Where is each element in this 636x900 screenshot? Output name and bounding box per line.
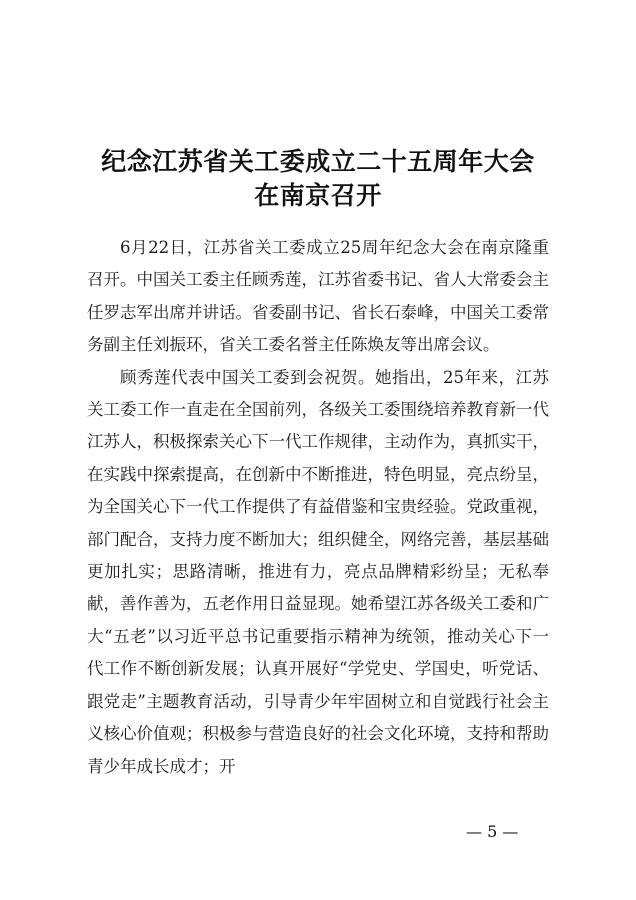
body-paragraph: 6月22日，江苏省关工委成立25周年纪念大会在南京隆重召开。中国关工委主任顾秀莲，江苏省委书记、省人大常委会主任罗志军出席并讲话。省委副书记、省长石泰峰，中国关工委常务副主任刘振环，省关工委名誉主任陈焕友等出席会议。 [87,238,549,355]
body-paragraph: 顾秀莲代表中国关工委到会祝贺。她指出，25年来，江苏关工委工作一直走在全国前列，各级关工委围绕培养教育新一代江苏人，积极探索关心下一代工作规律，主动作为，真抓实干，在实践中探索提高，在创新中不断推进，特色明显，亮点纷呈，为全国关心下一代工作提供了有益借鉴和宝贵经验。党政重视，部门配合，支持力度不断加大；组织健全，网络完善，基层基础更加扎实；思路清晰，推进有力，亮点品牌精彩纷呈；无私奉献，善作善为，五老作用日益显现。她希望江苏各级关工委和广大“五老”以习近平总书记重要指示精神为统领，推动关心下一代工作不断创新发展；认真开展好“学党史、学国史，听党话、跟党走”主题教育活动，引导青少年牢固树立和自觉践行社会主义核心价值观；积极参与营造良好的社会文化环境，支持和帮助青少年成长成才；开 [87,367,549,776]
page-number: — 5 — [466,822,519,841]
document-body [87,232,549,783]
document-title-line-2: 在南京召开 [254,181,382,210]
document-title-line-1: 纪念江苏省关工委成立二十五周年大会 [101,147,535,176]
